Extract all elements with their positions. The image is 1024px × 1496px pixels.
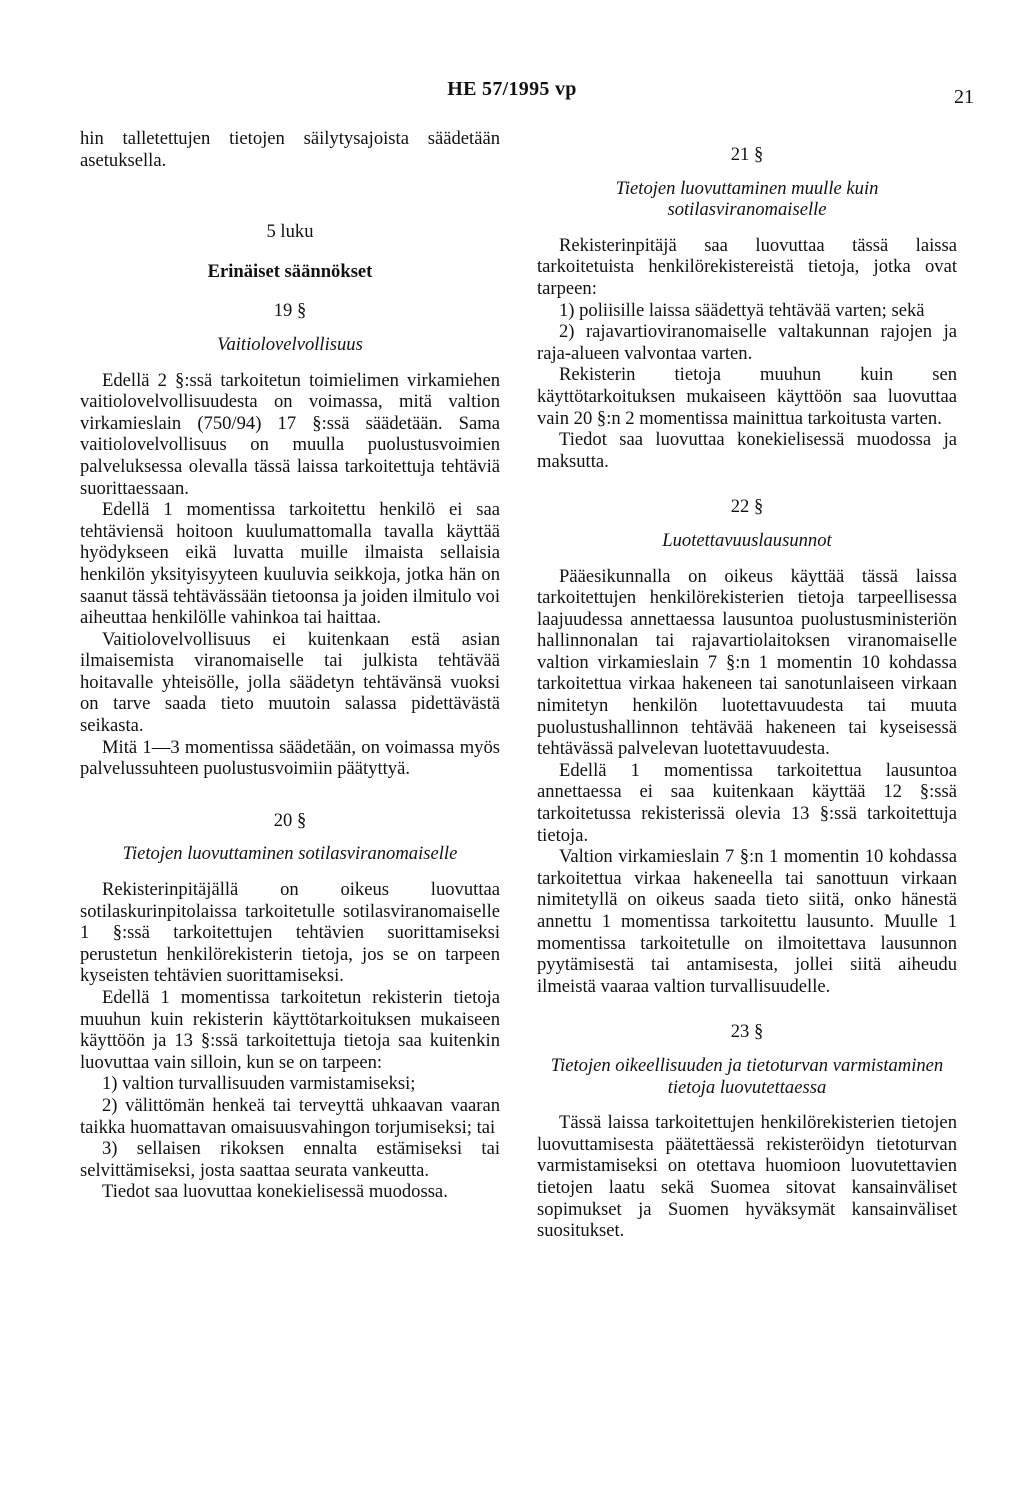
section-22-paragraph: Edellä 1 momentissa tarkoitettua lausuntoa annettaessa ei saa kuitenkaan käyttää 12 §:ssä tarkoitetussa rekisterissä olevia 13 §:ssä tarkoitettuja tietoja. (537, 759, 957, 846)
section-21-number: 21 § (730, 144, 764, 165)
section-20-number: 20 § (273, 809, 307, 831)
section-19-paragraph: Edellä 2 §:ssä tarkoitetun toimielimen virkamiehen vaitiolovelvollisuudesta on voimassa, mitä valtion virkamieslain (750/94) 17 §:ssä säädetään. Sama vaitiolovelvollisuus on muulla puolustusvoimien palveluksessa olevalla tässä laissa tarkoitettuja tehtäviä suorittaessaan. (80, 369, 500, 499)
section-19-number: 19 § (273, 300, 307, 322)
section-19-paragraph: Edellä 1 momentissa tarkoitettu henkilö ei saa tehtäviensä hoitoon kuulumattomalla tavalla käyttää hyödykseen eikä luvatta muille ilmaista sellaisia henkilön yksityisyyteen kuuluvia seikkoja, jotka hän on saanut tässä tehtävässään tietoonsa ja joiden ilmitulo voi aiheuttaa henkilölle vahinkoa tai haittaa. (80, 499, 500, 629)
section-21-list-item: 2) rajavartioviranomaiselle valtakunnan rajojen ja raja-alueen valvontaa varten. (537, 321, 957, 364)
section-22-title: Luotettavuuslausunnot (662, 529, 832, 551)
section-22-paragraph: Pääesikunnalla on oikeus käyttää tässä laissa tarkoitettujen henkilörekisterien tietoja tarpeellisessa laajuudessa annettaessa lausuntoa puolustusministeriön hallinnonalan tai rajavartiolaitoksen viranomaiselle valtion virkamieslain 7 §:n 1 momentin 10 kohdassa tarkoitettua virkaa hakeneen tai sanotunlaiseen virkaan nimitetyn henkilön luotettavuudesta tai muuta puolustushallinnon tehtävää hakeneen tai kyseisessä tehtävässä palvelevan luotettavuudesta. (537, 565, 957, 760)
section-23-number: 23 § (730, 1021, 764, 1043)
section-21-paragraph: Tiedot saa luovuttaa konekielisessä muodossa ja maksutta. (537, 429, 957, 472)
intro-paragraph: hin talletettujen tietojen säilytysajoista säädetään asetuksella. (80, 128, 500, 171)
section-21-paragraph: Rekisterinpitäjä saa luovuttaa tässä laissa tarkoitetuista henkilörekistereistä tietoja, jotka ovat tarpeen: (537, 234, 957, 299)
section-20-paragraph: Edellä 1 momentissa tarkoitetun rekisterin tietoja muuhun kuin rekisterin käyttötarkoituksen mukaiseen käyttöön ja 13 §:ssä tarkoitettuja tietoja saa kuitenkin luovuttaa vain silloin, kun se on tarpeen: (80, 987, 500, 1073)
section-21-paragraph: Rekisterin tietoja muuhun kuin sen käyttötarkoituksen mukaiseen käyttöön saa luovuttaa vain 20 §:n 2 momentissa mainittua tarkoitusta varten. (537, 364, 957, 429)
section-23-title: Tietojen oikeellisuuden ja tietoturvan varmistaminen tietoja luovutettaessa (550, 1054, 944, 1098)
section-20-list-item: 1) valtion turvallisuuden varmistamiseksi; (102, 1073, 416, 1095)
section-20-paragraph: Tiedot saa luovuttaa konekielisessä muodossa. (102, 1181, 448, 1203)
document-id: HE 57/1995 vp (447, 78, 577, 100)
left-column (80, 128, 500, 1203)
section-20-list-item: 2) välittömän henkeä tai terveyttä uhkaavan vaaran taikka huomattavan omaisuusvahingon torjumiseksi; tai (80, 1094, 500, 1138)
section-19-title: Vaitiolovelvollisuus (217, 333, 363, 355)
right-column (537, 144, 957, 1242)
section-19-paragraph: Vaitiolovelvollisuus ei kuitenkaan estä asian ilmaisemista viranomaiselle tai julkista tehtävää hoitavalle yhteisölle, jolla säädetyn tehtävänsä vuoksi on tarve saada tieto muutoin salassa pidettävästä seikasta. (80, 628, 500, 737)
page-header (0, 78, 1024, 112)
section-23-paragraph: Tässä laissa tarkoitettujen henkilörekisterien tietojen luovuttamisesta päätettäessä rekisteröidyn tietoturvan varmistamiseksi on otettava huomioon luovutettavien tietojen laatu sekä Suomea sitovat kansainväliset sopimukset ja Suomen hyväksymät kansainväliset suositukset. (537, 1112, 957, 1242)
chapter-number: 5 luku (266, 221, 314, 243)
page-number: 21 (954, 86, 974, 108)
section-22-paragraph: Valtion virkamieslain 7 §:n 1 momentin 10 kohdassa tarkoitettua virkaa hakeneella tai sanottuun virkaan nimitetyllä on oikeus saada tieto siitä, onko hänestä annettu 1 momentissa tarkoitettu lausunto. Muulle 1 momentissa tarkoitetulle on ilmoitettava lausunnon pyytämisestä tai antamisesta, jollei siitä aiheudu ilmeistä vaaraa valtion turvallisuudelle. (537, 846, 957, 997)
section-20-list-item: 3) sellaisen rikoksen ennalta estämiseksi tai selvittämiseksi, josta saattaa seurata vankeutta. (80, 1138, 500, 1181)
section-19-paragraph: Mitä 1—3 momentissa säädetään, on voimassa myös palvelussuhteen puolustusvoimiin päätyttyä. (80, 736, 500, 780)
section-20-paragraph: Rekisterinpitäjällä on oikeus luovuttaa sotilaskurinpitolaissa tarkoitetulle sotilasviranomaiselle 1 §:ssä tarkoitettujen tehtävien suorittamiseksi perustetun henkilörekisterin tietoja, jos se on tarpeen kyseisten tehtävien suorittamiseksi. (80, 879, 500, 987)
section-21-list-item: 1) poliisille laissa säädettyä tehtävää varten; sekä (559, 299, 925, 321)
section-22-number: 22 § (730, 496, 764, 518)
section-20-title: Tietojen luovuttaminen sotilasviranomaiselle (122, 843, 458, 865)
chapter-title: Erinäiset säännökset (207, 260, 373, 282)
section-21-title: Tietojen luovuttaminen muulle kuin sotilasviranomaiselle (615, 177, 879, 221)
